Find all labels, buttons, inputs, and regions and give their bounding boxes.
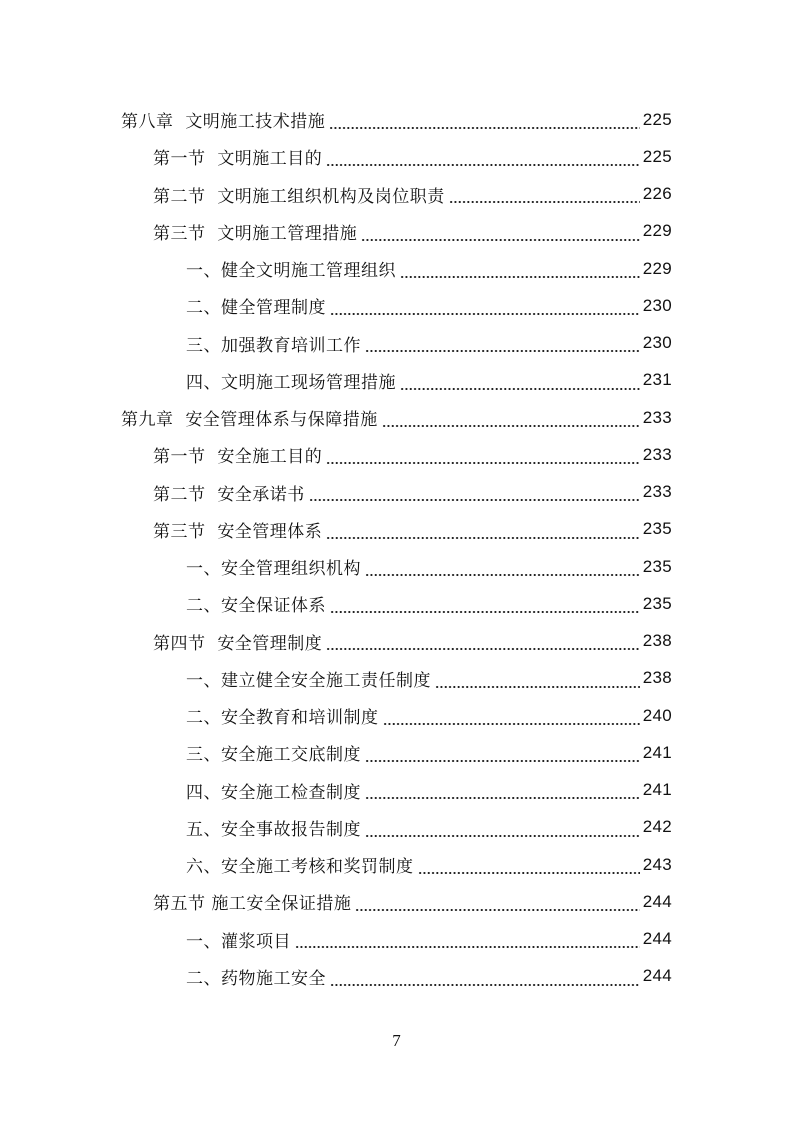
dot-leader (330, 970, 640, 987)
toc-entry-number: 第三节 (153, 223, 218, 244)
toc-entry-label (186, 815, 361, 840)
toc-entry-number: 第三节 (153, 521, 218, 542)
toc-entry-page: 229 (642, 258, 672, 278)
toc-entry-number: 第一节 (153, 447, 218, 468)
toc-entry-label (186, 964, 326, 989)
toc-entry-number: 三、 (186, 745, 221, 766)
dot-leader (382, 411, 640, 428)
toc-entry-title: 施工安全保证措施 (211, 894, 352, 915)
dot-leader (418, 858, 640, 875)
dot-leader (400, 374, 640, 391)
toc-entry-number: 六、 (186, 857, 221, 878)
toc-entry-title: 安全保证体系 (221, 596, 326, 617)
toc-entry-page: 230 (642, 295, 672, 315)
dot-leader (330, 299, 640, 316)
toc-entry-label (186, 740, 361, 765)
toc-entry (0, 436, 793, 473)
dot-leader (435, 672, 640, 689)
toc-entry-number: 第八章 (121, 112, 186, 133)
toc-entry-title: 文明施工组织机构及岗位职责 (217, 186, 445, 207)
toc-entry-page: 225 (642, 109, 672, 129)
toc-entry (0, 399, 793, 436)
toc-entry-number: 二、 (186, 708, 221, 729)
toc-entry-label (153, 629, 322, 654)
toc-entry-number: 四、 (186, 372, 221, 393)
toc-entry-title: 灌浆项目 (221, 931, 291, 952)
toc-entry-page: 238 (642, 631, 672, 651)
toc-entry-title: 文明施工技术措施 (185, 112, 326, 133)
toc-entry (0, 213, 793, 250)
toc-entry-number: 二、 (186, 298, 221, 319)
toc-entry-label (186, 368, 396, 393)
toc-entry-label (186, 703, 379, 728)
toc-entry-title: 健全管理制度 (221, 298, 326, 319)
toc-entry (0, 548, 793, 585)
toc-entry-title: 安全施工考核和奖罚制度 (221, 857, 414, 878)
toc-entry (0, 511, 793, 548)
toc-entry (0, 474, 793, 511)
toc-entry-label (186, 927, 291, 952)
toc-entry-number: 第五节 (153, 894, 212, 915)
toc-entry-number: 第二节 (153, 186, 218, 207)
toc-entry-label (186, 852, 414, 877)
toc-entry-page: 226 (642, 184, 672, 204)
toc-entry-page: 233 (642, 482, 672, 502)
toc-entry-title: 安全管理体系与保障措施 (185, 410, 378, 431)
toc-entry-page: 244 (642, 929, 672, 949)
toc-entry (0, 138, 793, 175)
toc-entry-label (153, 144, 322, 169)
toc-entry-title: 安全教育和培训制度 (221, 708, 379, 729)
dot-leader (326, 635, 639, 652)
toc-entry-label (186, 256, 396, 281)
toc-entry (0, 883, 793, 920)
toc-entry-label (186, 293, 326, 318)
toc-entry-page: 244 (642, 966, 672, 986)
toc-entry-number: 一、 (186, 931, 221, 952)
toc-entry-page: 244 (642, 891, 672, 911)
toc-entry-page: 240 (642, 705, 672, 725)
toc-entry-number: 一、 (186, 261, 221, 282)
toc-entry (0, 846, 793, 883)
toc-entry-page: 235 (642, 519, 672, 539)
toc-entry-page: 233 (642, 407, 672, 427)
dot-leader (330, 597, 640, 614)
toc-entry (0, 772, 793, 809)
dot-leader (365, 560, 640, 577)
toc-entry-page: 241 (642, 742, 672, 762)
toc-entry-label (153, 517, 322, 542)
toc-entry-title: 安全施工检查制度 (221, 782, 361, 803)
toc-entry-page: 229 (642, 221, 672, 241)
toc-entry-title: 药物施工安全 (221, 968, 326, 989)
dot-leader (361, 225, 639, 242)
toc-entry (0, 734, 793, 771)
toc-entry-title: 安全承诺书 (217, 484, 305, 505)
toc-entry-title: 安全事故报告制度 (221, 819, 361, 840)
toc-entry-number: 二、 (186, 968, 221, 989)
toc-entry (0, 176, 793, 213)
toc-entry-number: 四、 (186, 782, 221, 803)
toc-entry-label (186, 591, 326, 616)
toc-entry (0, 325, 793, 362)
toc-entry-label (121, 107, 325, 132)
toc-entry-label (186, 554, 361, 579)
toc-entry-title: 安全施工目的 (217, 447, 323, 468)
toc-entry-title: 健全文明施工管理组织 (221, 261, 396, 282)
dot-leader (365, 337, 640, 354)
toc-entry-page: 231 (642, 370, 672, 390)
toc-entry-label (121, 405, 378, 430)
toc-entry-number: 第一节 (153, 149, 218, 170)
dot-leader (326, 150, 639, 167)
toc-entry-number: 三、 (186, 335, 221, 356)
toc-entry (0, 921, 793, 958)
toc-entry-number: 五、 (186, 819, 221, 840)
toc-entry (0, 623, 793, 660)
dot-leader (329, 113, 639, 130)
toc-entry-title: 文明施工现场管理措施 (221, 372, 396, 393)
toc-entry-title: 安全施工交底制度 (221, 745, 361, 766)
toc-entry-number: 第二节 (153, 484, 218, 505)
toc-entry-title: 安全管理组织机构 (221, 559, 361, 580)
toc-entry-label (153, 889, 351, 914)
toc-entry-number: 一、 (186, 559, 221, 580)
table-of-contents (0, 101, 793, 995)
toc-entry (0, 958, 793, 995)
dot-leader (295, 933, 640, 950)
toc-entry-page: 233 (642, 444, 672, 464)
dot-leader (365, 784, 640, 801)
toc-entry (0, 660, 793, 697)
toc-entry-label (153, 219, 357, 244)
toc-entry-title: 文明施工目的 (217, 149, 323, 170)
toc-entry-number: 第四节 (153, 633, 218, 654)
dot-leader (400, 262, 640, 279)
toc-entry (0, 585, 793, 622)
toc-entry (0, 250, 793, 287)
toc-entry-page: 235 (642, 556, 672, 576)
dot-leader (326, 523, 639, 540)
toc-entry (0, 362, 793, 399)
dot-leader (383, 709, 640, 726)
toc-entry (0, 697, 793, 734)
toc-entry (0, 809, 793, 846)
dot-leader (309, 486, 640, 503)
toc-entry-title: 安全管理制度 (217, 633, 323, 654)
toc-entry-label (186, 331, 361, 356)
toc-entry (0, 101, 793, 138)
toc-entry-label (153, 442, 322, 467)
toc-entry-page: 238 (642, 668, 672, 688)
dot-leader (355, 895, 639, 912)
dot-leader (365, 821, 640, 838)
toc-entry-page: 235 (642, 593, 672, 613)
toc-entry-title: 建立健全安全施工责任制度 (221, 670, 431, 691)
toc-entry-page: 243 (642, 854, 672, 874)
toc-entry-page: 241 (642, 780, 672, 800)
toc-entry-number: 第九章 (121, 410, 186, 431)
toc-entry-label (153, 480, 305, 505)
dot-leader (326, 448, 639, 465)
toc-entry-label (186, 778, 361, 803)
dot-leader (365, 746, 640, 763)
toc-entry-page: 242 (642, 817, 672, 837)
toc-entry-page: 225 (642, 146, 672, 166)
page-number: 7 (392, 1031, 401, 1050)
toc-entry-number: 二、 (186, 596, 221, 617)
toc-entry-label (153, 182, 445, 207)
toc-entry-page: 230 (642, 333, 672, 353)
toc-entry-title: 安全管理体系 (217, 521, 323, 542)
toc-entry-title: 文明施工管理措施 (217, 223, 358, 244)
toc-entry-label (186, 666, 431, 691)
toc-entry-number: 一、 (186, 670, 221, 691)
toc-entry-title: 加强教育培训工作 (221, 335, 361, 356)
dot-leader (449, 188, 640, 205)
toc-entry (0, 287, 793, 324)
